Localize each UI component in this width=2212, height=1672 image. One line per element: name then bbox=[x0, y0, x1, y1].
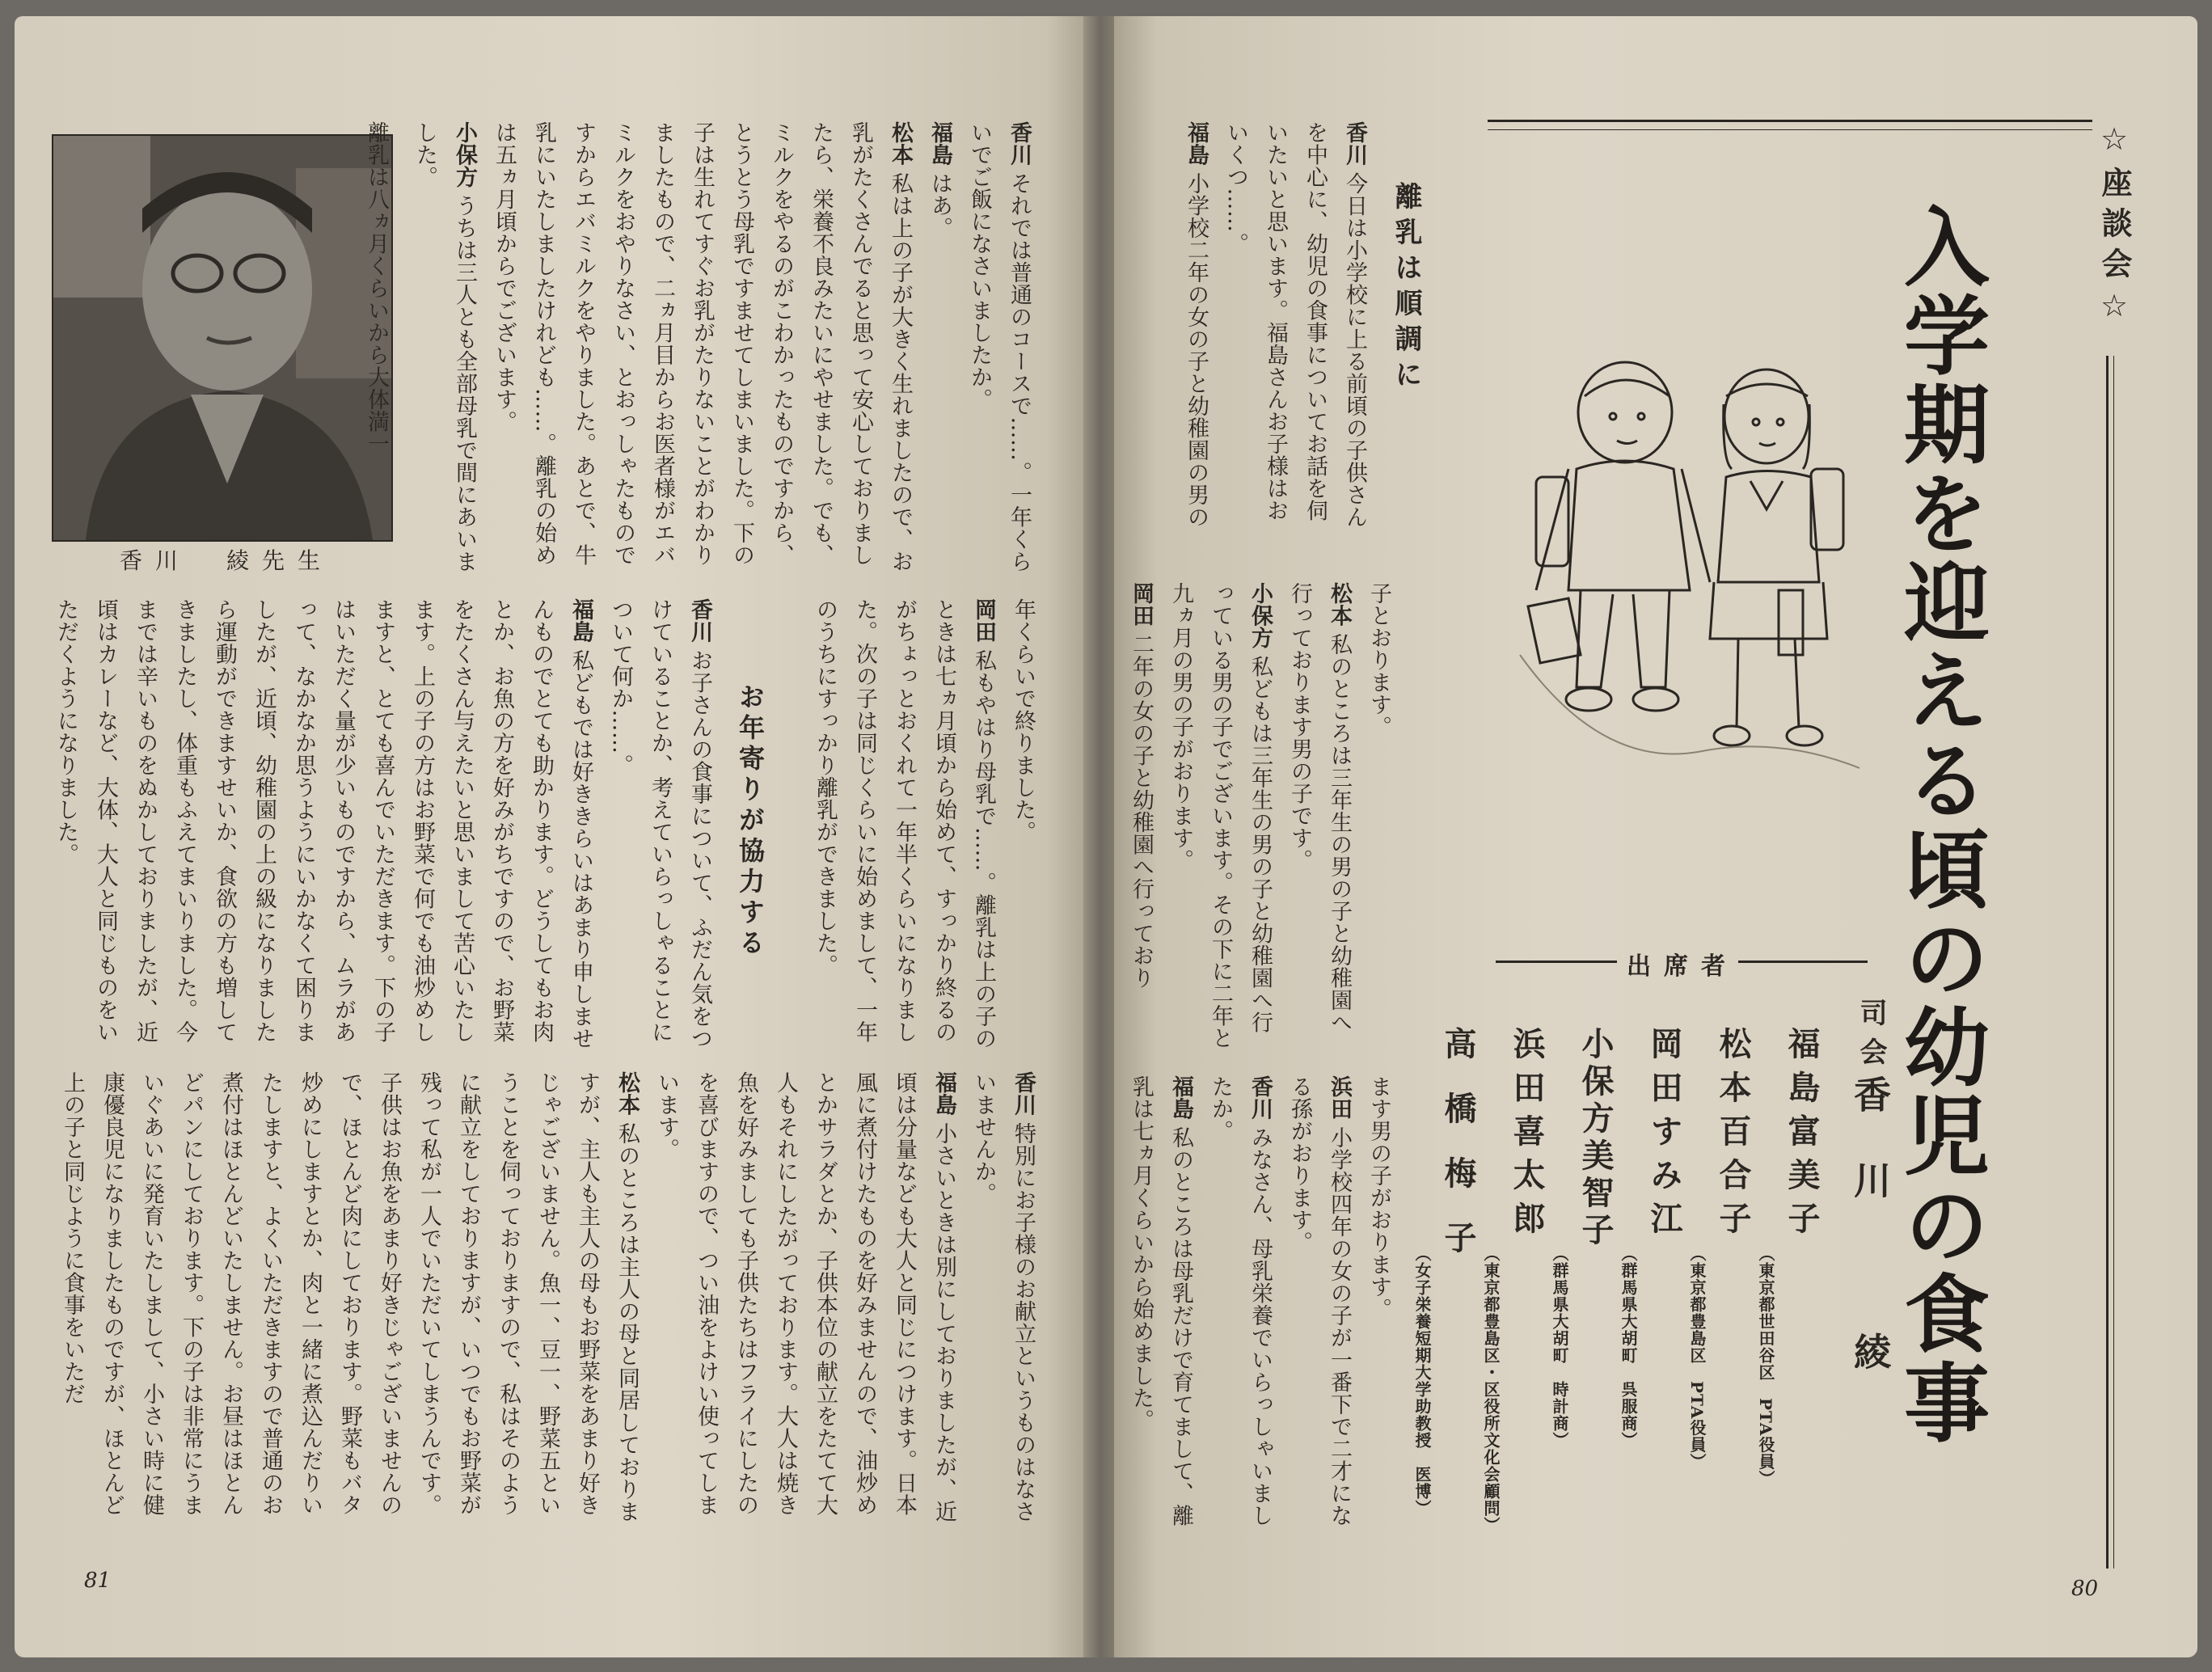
speech-text: 私どもでは好ききらいはあまり申しませんものでとても助かります。どうしてもお肉とか、お魚の方を好みがちですので、お野菜をたくさん与えたいと思いまして苦心いたします。上の子の方はお野菜で何でも油炒めしますと、とても喜んでいただきます。下の子はいただく量が少いものですから、ムラがあって、なかなか思うようにいかなくて困りましたが、近頃、幼稚園の上の級になりましたら運動ができますせいか、食欲の方も増してきましたし、体重もふえてまいりました。今までは辛いものをぬかしておりましたが、近頃はカレーなど、大体、大人と同じものをいただくようになりました。 bbox=[53, 598, 593, 1049]
left-text-bottom bbox=[60, 1071, 1043, 1524]
attendee-affiliation: （群馬県大胡町 時計商） bbox=[1550, 1245, 1569, 1449]
attendees-rule-left bbox=[1496, 961, 1617, 963]
speech-text: お子さんの食事について、ふだん気をつけていることか、考えていらっしゃることについて何か……。 bbox=[608, 598, 712, 1049]
section-heading-elders: お年寄りが協力する bbox=[735, 683, 766, 960]
left-text-mid-a bbox=[776, 598, 1043, 1051]
attendees-rule-right bbox=[1738, 961, 1868, 963]
photo-caption: 香川 綾先生 bbox=[119, 547, 333, 574]
speech-text: 子とおります。 bbox=[1366, 582, 1391, 738]
side-rule-thin bbox=[2113, 356, 2114, 1569]
speech-text: 今日は小学校に上る前頃の子供さんを中心に、幼児の食事についてお話を伺いたいと思います。福島さんお子様はおいくつ……。 bbox=[1223, 121, 1367, 528]
speech-text: はあ。 bbox=[927, 172, 952, 239]
moderator-name: 香川 綾 bbox=[1848, 1075, 1892, 1418]
attendee-affiliation: （群馬県大胡町 呉服商） bbox=[1619, 1245, 1638, 1449]
speaker-label: 浜田 bbox=[1327, 1075, 1352, 1120]
speaker-label: 福島 bbox=[1184, 121, 1209, 166]
speaker-label: 岡田 bbox=[971, 598, 996, 643]
attendee-name: 福島富美子 bbox=[1783, 1027, 1821, 1245]
speech-text: 私もやはり母乳で……。離乳は上の子のときは七ヵ月頃から始めて、すっかり終るのがちょっとおくれて一年半くらいになりました。次の子は同じくらいに始めまして、一年のうちにすっかり離乳ができました。 bbox=[813, 598, 996, 1049]
speaker-label: 福島 bbox=[931, 1071, 956, 1116]
page-number-left: 81 bbox=[84, 1569, 112, 1593]
speaker-label: 小保方 bbox=[452, 121, 477, 188]
speech-text: 小学校二年の女の子と幼稚園の男の bbox=[1184, 172, 1209, 528]
left-text-top-b bbox=[356, 121, 396, 574]
speaker-label: 福島 bbox=[568, 598, 593, 643]
speaker-label: 香川 bbox=[1247, 1075, 1273, 1120]
portrait-photo bbox=[52, 134, 393, 542]
speaker-label: 香川 bbox=[1342, 121, 1367, 166]
attendees-label: 出席者 bbox=[1627, 952, 1738, 981]
speaker-label: 岡田 bbox=[1129, 582, 1154, 627]
series-label: ☆座談会☆ bbox=[2096, 121, 2132, 333]
speech-text: ます男の子がおります。 bbox=[1366, 1075, 1391, 1320]
speech-text: 特別にお子様のお献立というものはなさいませんか。 bbox=[971, 1071, 1036, 1522]
speech-text: 私どもは三年生の男の子と幼稚園へ行っている男の子でございます。その下に二年と九ヵ月の男の子がおります。 bbox=[1168, 582, 1273, 1049]
attendee-affiliation: （女子栄養短期大学助教授 医博） bbox=[1412, 1245, 1432, 1517]
speech-text: 私のところは三年生の男の子と幼稚園へ行っております男の子です。 bbox=[1287, 582, 1352, 1033]
speaker-label: 香川 bbox=[1007, 121, 1032, 166]
attendee-affiliation: （東京都豊島区・区役所文化会顧問） bbox=[1481, 1245, 1501, 1534]
side-rule bbox=[2106, 356, 2109, 1569]
speech-text: 私は上の子が大きく生れましたので、お乳がたくさんでると思って安心しておりましたら、栄養不良みたいにやせました。でも、ミルクをやるのがこわかったものですから、とうとう母乳ですませてしまいました。下の子は生れてすぐお乳がたりないことがわかりましたもので、二ヵ月目からお医者様がエバミルクをおやりなさい、とおっしゃたものですからエバミルクをやりました。あとで、牛乳にいたしましたけれども……。離乳の始めは五ヵ月頃からでございます。 bbox=[492, 121, 913, 572]
attendee-name: 高橋梅子 bbox=[1439, 1027, 1477, 1286]
top-rule bbox=[1488, 120, 2092, 122]
section-heading-weaning: 離乳は順調に bbox=[1390, 182, 1422, 395]
attendee-name: 浜田喜太郎 bbox=[1508, 1027, 1546, 1245]
right-text-column-a bbox=[1180, 121, 1374, 542]
speaker-label: 松本 bbox=[614, 1071, 640, 1116]
speech-text: 私のところは母乳だけで育てまして、離乳は七ヵ月くらいから始めました。 bbox=[1129, 1075, 1193, 1526]
speech-text: 離乳は八ヵ月くらいから大体満一 bbox=[364, 121, 389, 455]
left-text-top-a bbox=[400, 121, 1039, 574]
speaker-label: 福島 bbox=[1168, 1075, 1193, 1120]
moderator-role: 司会 bbox=[1855, 999, 1887, 1076]
speaker-label: 松本 bbox=[1327, 582, 1352, 627]
attendee-affiliation: （東京都世田谷区 PTA役員） bbox=[1756, 1245, 1775, 1488]
article-title: 入学期を迎える頃の幼児の食事 bbox=[1890, 202, 1991, 1447]
left-text-mid-b bbox=[53, 598, 720, 1051]
speech-text: 二年の女の子と幼稚園へ行っており bbox=[1129, 633, 1154, 989]
speech-text: それでは普通のコースで……。一年くらいでご飯になさいましたか。 bbox=[967, 121, 1032, 572]
speech-text: 小学校四年の女の子が一番下で二才になる孫がおります。 bbox=[1287, 1075, 1352, 1526]
page-number-right: 80 bbox=[2071, 1577, 2099, 1601]
speaker-label: 香川 bbox=[1011, 1071, 1036, 1116]
speaker-label: 福島 bbox=[927, 121, 952, 166]
attendee-affiliation: （東京都豊島区 PTA役員） bbox=[1687, 1245, 1707, 1471]
speech-text: 年くらいで終りました。 bbox=[1011, 598, 1036, 843]
speech-text: みなさん、母乳栄養でいらっしゃいましたか。 bbox=[1208, 1075, 1273, 1526]
right-text-column-b bbox=[1129, 582, 1399, 1051]
right-text-column-c bbox=[1129, 1075, 1399, 1544]
speech-text: 小さいときは別にしておりましたが、近頃は分量なども大人と同じにつけます。日本風に煮付けたものを好みませんので、油炒めとかサラダとか、子供本位の献立をたてて大人もそれにしたがっております。大人は焼き魚を好みましても子供たちはフライにしたのを喜びますので、つい油をよけい使ってしまいます。 bbox=[654, 1071, 956, 1522]
attendee-name: 小保方美智子 bbox=[1577, 1027, 1615, 1250]
attendee-name: 岡田すみ江 bbox=[1645, 1027, 1683, 1245]
speech-text: うちは三人とも全部母乳で間にあいました。 bbox=[412, 121, 477, 572]
speaker-label: 香川 bbox=[687, 598, 712, 643]
attendee-name: 松本百合子 bbox=[1714, 1027, 1752, 1245]
speaker-label: 小保方 bbox=[1247, 582, 1273, 649]
speaker-label: 松本 bbox=[888, 121, 913, 166]
children-illustration bbox=[1520, 348, 1860, 800]
top-rule-thin bbox=[1488, 129, 2092, 130]
speech-text: 私のところは主人の母と同居しておりますが、主人も主人の母もお野菜をあまり好きじゃございません。魚一、豆一、野菜五ということを伺っておりますので、私はそのように献立をしておりますが、いつでもお野菜が残って私が一人でいただいてしまうんです。子供はお魚をあまり好きじゃございませんので、ほとんど肉にしております。野菜もバタ炒めにしますとか、肉と一緒に煮込んだりいたしますと、よくいただきますので普通のお煮付はほとんどいたしません。お昼はほとんどパンにしております。下の子は非常にうまいぐあいに発育いたしまして、小さい時に健康優良児になりましたものですが、ほとんど上の子と同じように食事をいただ bbox=[60, 1071, 640, 1522]
